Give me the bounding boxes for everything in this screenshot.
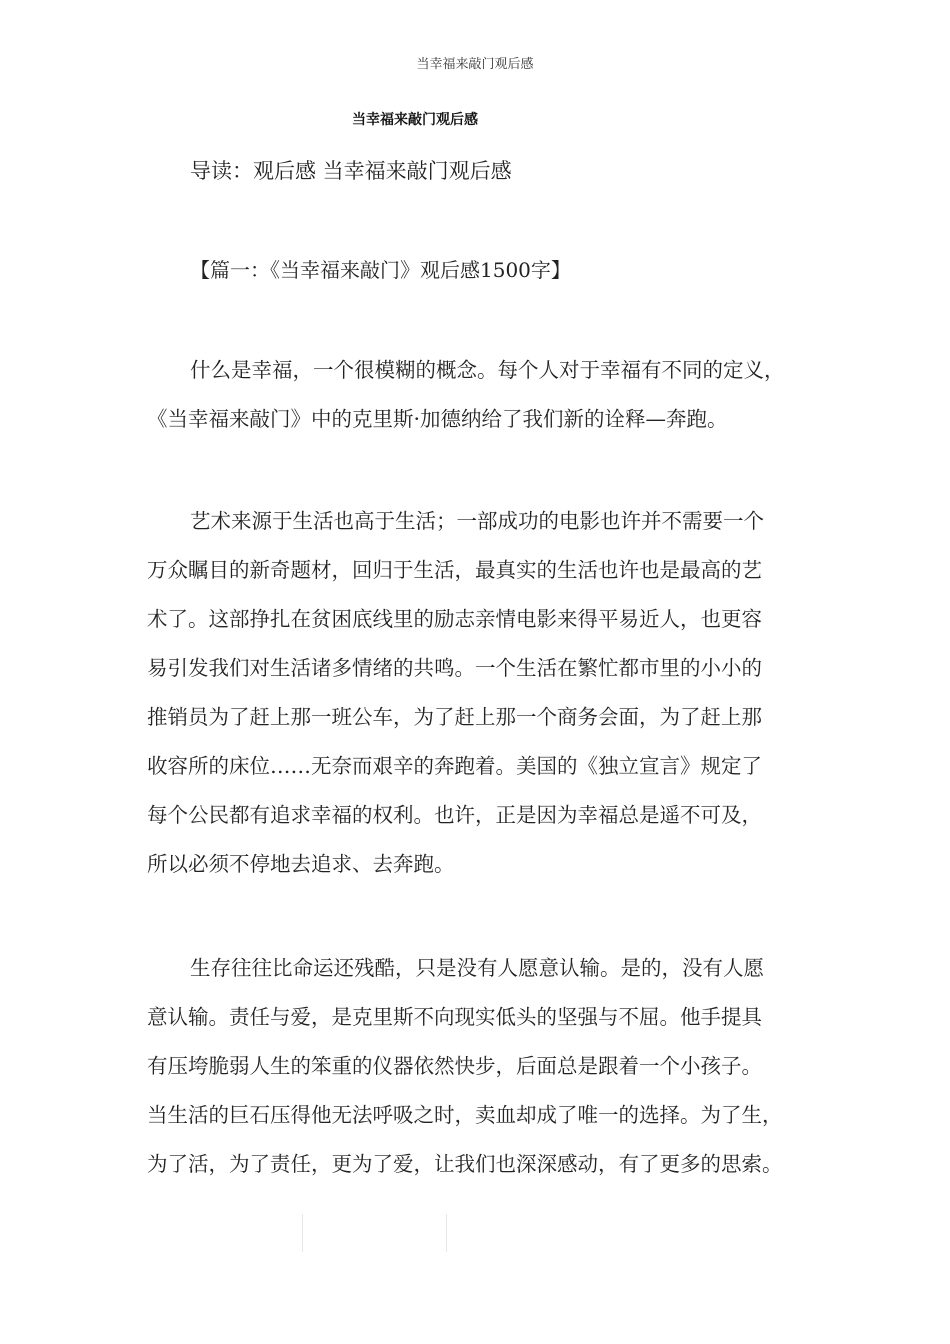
- paragraph-line: 生存往往比命运还残酷，只是没有人愿意认输。是的，没有人愿: [190, 956, 764, 980]
- body-paragraph-3: [147, 944, 817, 1189]
- paragraph-line: 收容所的床位……无奈而艰辛的奔跑着。美国的《独立宣言》规定了: [147, 754, 762, 778]
- paragraph-line: 术了。这部挣扎在贫困底线里的励志亲情电影来得平易近人，也更容: [147, 607, 762, 631]
- paragraph-line: 意认输。责任与爱，是克里斯不向现实低头的坚强与不屈。他手提具: [147, 1005, 762, 1029]
- paragraph-line: 易引发我们对生活诸多情绪的共鸣。一个生活在繁忙都市里的小小的: [147, 656, 762, 680]
- paragraph-line: 为了活，为了责任，更为了爱，让我们也深深感动，有了更多的思索。: [147, 1152, 783, 1176]
- running-header: 当幸福来敲门观后感: [416, 57, 534, 72]
- paragraph-line: 有压垮脆弱人生的笨重的仪器依然快步，后面总是跟着一个小孩子。: [147, 1054, 762, 1078]
- section-heading: 【篇一：《当幸福来敲门》观后感1500字】: [190, 258, 571, 282]
- paragraph-line: 万众瞩目的新奇题材，回归于生活，最真实的生活也许也是最高的艺: [147, 558, 762, 582]
- paragraph-line: 《当幸福来敲门》中的克里斯·加德纳给了我们新的诠释—奔跑。: [147, 407, 728, 431]
- paragraph-line: 什么是幸福，一个很模糊的概念。每个人对于幸福有不同的定义，: [190, 358, 785, 382]
- lead-text: 导读：观后感 当幸福来敲门观后感: [190, 159, 512, 183]
- paragraph-line: 艺术来源于生活也高于生活；一部成功的电影也许并不需要一个: [190, 509, 764, 533]
- paragraph-line: 当生活的巨石压得他无法呼吸之时，卖血却成了唯一的选择。为了生，: [147, 1103, 783, 1127]
- document-title: 当幸福来敲门观后感: [352, 112, 478, 128]
- footer-divider-left: [302, 1214, 303, 1252]
- footer-divider-right: [446, 1214, 447, 1252]
- body-paragraph-2: [147, 497, 817, 889]
- paragraph-line: 推销员为了赶上那一班公车，为了赶上那一个商务会面，为了赶上那: [147, 705, 762, 729]
- body-paragraph-1: [147, 346, 817, 444]
- paragraph-line: 每个公民都有追求幸福的权利。也许，正是因为幸福总是遥不可及，: [147, 803, 762, 827]
- paragraph-line: 所以必须不停地去追求、去奔跑。: [147, 852, 455, 876]
